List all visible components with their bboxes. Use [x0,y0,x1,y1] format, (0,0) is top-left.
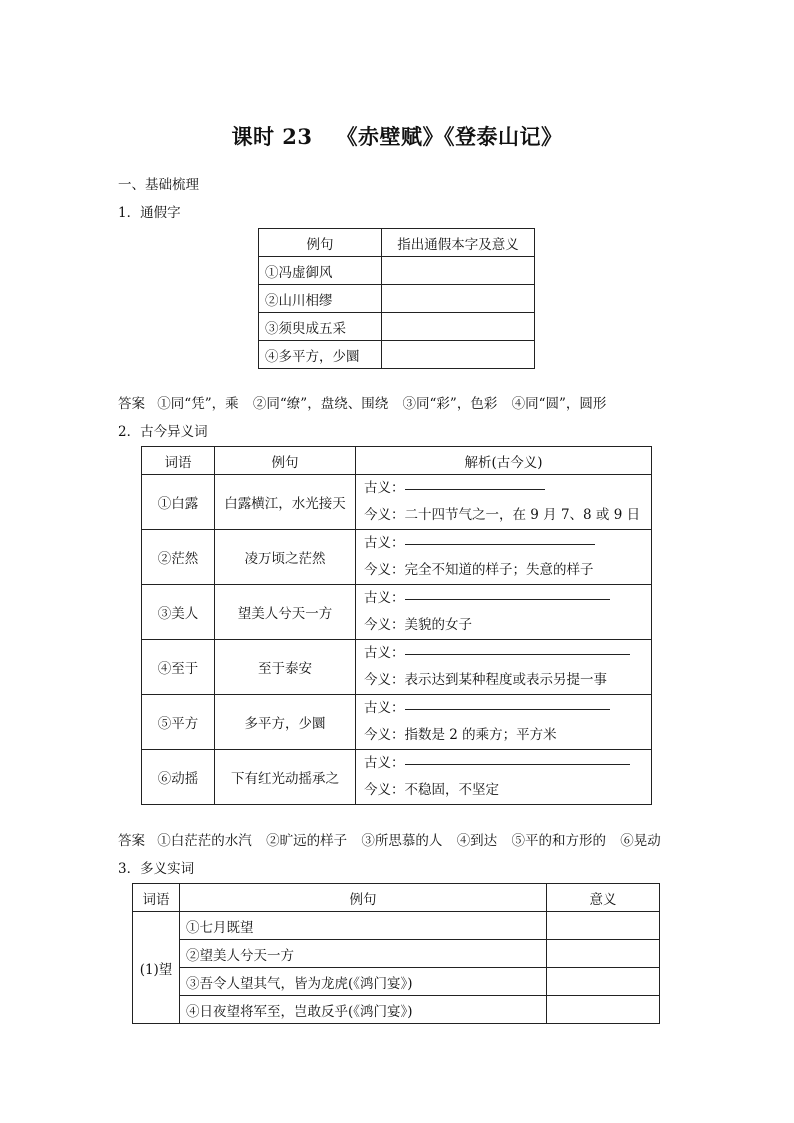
old-meaning [364,530,643,557]
subsection-heading-3: 3．多义实词 [118,861,195,877]
fill-blank[interactable] [405,752,630,765]
example-cell: ④多平方，少圜 [259,341,382,369]
old-meaning [364,695,643,722]
answer-item: ①同“凭”，乘 [157,396,239,412]
answer-line-2 [118,829,671,849]
answer-item: ③同“彩”，色彩 [402,396,498,412]
table-row [133,996,660,1024]
example-cell: ②山川相缪 [259,285,382,313]
table-row [133,968,660,996]
meaning-cell [547,968,660,996]
header-cell: 例句 [215,447,356,475]
table-row [259,313,535,341]
modern-meaning: 今义：二十四节气之一，在 9 月 7、8 或 9 日 [364,507,641,523]
answer-item: ①白茫茫的水汽 [157,833,252,849]
answer-item: ⑤平的和方形的 [511,833,606,849]
analysis-cell [356,530,652,585]
answer-label: 答案 [118,396,145,412]
old-label: 古义： [364,645,405,661]
subsection-heading-2: 2．古今异义词 [118,424,208,440]
old-label: 古义： [364,700,405,716]
old-label: 古义： [364,535,405,551]
lesson-texts: 《赤壁赋》《登泰山记》 [336,124,563,149]
example-cell: 下有红光动摇承之 [215,750,356,805]
old-meaning [364,640,643,667]
modern-meaning: 今义：完全不知道的样子；失意的样子 [364,562,594,578]
meaning-cell [547,940,660,968]
table-row [142,475,652,530]
answer-item: ③所思慕的人 [361,833,443,849]
modern-meaning: 今义：指数是 2 的乘方；平方米 [364,727,557,743]
page-title [0,121,794,151]
analysis-cell [356,640,652,695]
word-cell: ②茫然 [142,530,215,585]
table-row [259,257,535,285]
duoyi-table [132,883,660,1024]
answer-item: ④到达 [456,833,498,849]
table-row [142,530,652,585]
header-cell: 解析(古今义) [356,447,652,475]
example-cell: ①冯虚御风 [259,257,382,285]
table-row [142,695,652,750]
header-cell: 词语 [133,884,180,912]
analysis-cell [356,695,652,750]
header-cell: 例句 [180,884,547,912]
answer-cell [382,341,535,369]
answer-line-1 [118,392,616,412]
old-meaning [364,475,643,502]
answer-cell [382,257,535,285]
example-cell: 多平方，少圜 [215,695,356,750]
table-header-row [259,229,535,257]
table-row [142,585,652,640]
word-cell: ⑥动摇 [142,750,215,805]
old-label: 古义： [364,590,405,606]
old-meaning [364,750,643,777]
meaning-cell [547,912,660,940]
answer-item: ②旷远的样子 [266,833,348,849]
fill-blank[interactable] [405,587,610,600]
word-cell: ⑤平方 [142,695,215,750]
answer-item: ④同“圆”，圆形 [511,396,607,412]
header-cell: 例句 [259,229,382,257]
example-cell: 凌万顷之茫然 [215,530,356,585]
word-cell: ④至于 [142,640,215,695]
table-row [259,341,535,369]
table-row [133,940,660,968]
section-heading: 一、基础梳理 [118,177,199,193]
fill-blank[interactable] [405,532,595,545]
analysis-cell [356,475,652,530]
example-cell: ③须臾成五采 [259,313,382,341]
example-cell: ④日夜望将军至，岂敢反乎(《鸿门宴》) [180,996,547,1024]
example-cell: ①七月既望 [180,912,547,940]
example-cell: 望美人兮天一方 [215,585,356,640]
answer-cell [382,313,535,341]
table-row [142,750,652,805]
table-row [133,912,660,940]
analysis-cell [356,585,652,640]
table-row [259,285,535,313]
modern-meaning: 今义：不稳固，不坚定 [364,782,499,798]
old-meaning [364,585,643,612]
fill-blank[interactable] [405,642,630,655]
old-label: 古义： [364,480,405,496]
word-cell: ③美人 [142,585,215,640]
example-cell: ②望美人兮天一方 [180,940,547,968]
lesson-number: 课时 23 [231,124,313,149]
answer-cell [382,285,535,313]
example-cell: 白露横江，水光接天 [215,475,356,530]
subsection-heading-1: 1．通假字 [118,205,181,221]
table-header-row [133,884,660,912]
table-row [142,640,652,695]
tongjia-table [258,228,535,369]
fill-blank[interactable] [405,697,610,710]
fill-blank[interactable] [405,477,545,490]
gujin-table [141,446,652,805]
example-cell: 至于泰安 [215,640,356,695]
header-cell: 指出通假本字及意义 [382,229,535,257]
word-cell: (1)望 [133,912,180,1024]
analysis-cell [356,750,652,805]
table-header-row [142,447,652,475]
modern-meaning: 今义：表示达到某种程度或表示另提一事 [364,672,607,688]
word-cell: ①白露 [142,475,215,530]
modern-meaning: 今义：美貌的女子 [364,617,472,633]
answer-item: ②同“缭”，盘绕、围绕 [252,396,389,412]
answer-item: ⑥晃动 [620,833,661,849]
header-cell: 词语 [142,447,215,475]
header-cell: 意义 [547,884,660,912]
answer-label: 答案 [118,833,145,849]
example-cell: ③吾令人望其气，皆为龙虎(《鸿门宴》) [180,968,547,996]
old-label: 古义： [364,755,405,771]
meaning-cell [547,996,660,1024]
